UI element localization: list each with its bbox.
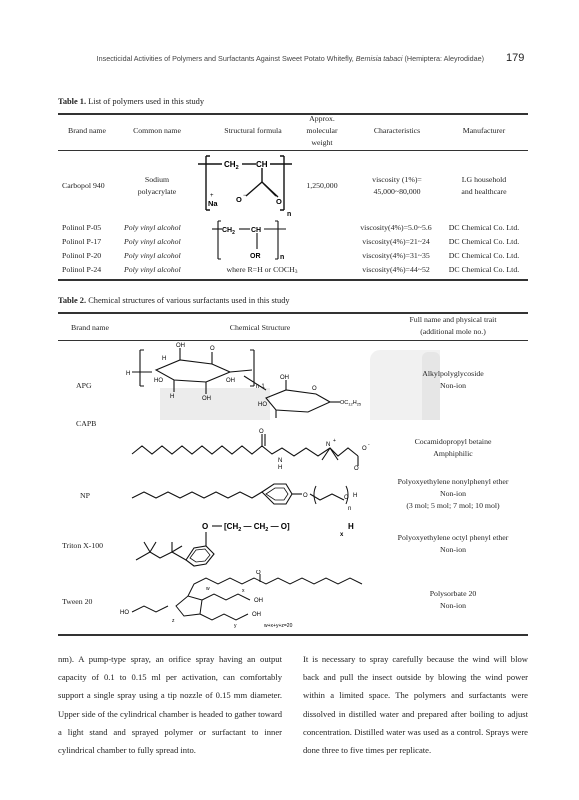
t1-row-p24-brand: Polinol P-24 [62, 265, 102, 274]
apg-ring-2 [266, 390, 330, 412]
pva-right-bracket [275, 221, 278, 259]
apg-o-ring2: O [312, 386, 317, 392]
running-title-pre: Insecticidal Activities of Polymers and Surfactants Against Sweet Potato Whitefly, [96, 54, 356, 63]
t1-row-p05-common: Poly vinyl alcohol [124, 223, 181, 232]
apg-ho-ring2: HO [258, 402, 267, 408]
apg-ho: HO [154, 378, 163, 384]
pva-or: OR [250, 253, 261, 260]
t1-header-weight-line1: Approx. [309, 114, 335, 123]
t1-row-p17-common: Poly vinyl alcohol [124, 237, 181, 246]
t1-row-carbopol-brand: Carbopol 940 [62, 181, 105, 190]
apg-oh-top: OH [176, 343, 185, 349]
carbopol-ch2: $CH_2$ [224, 160, 239, 171]
t1-pva-note-text: where R=H or COCH [226, 265, 295, 274]
t1-header-brand: Brand name [68, 126, 106, 135]
t1-header-characteristics: Characteristics [373, 126, 421, 135]
tween-w-chain [188, 578, 362, 596]
apg-ring-1 [156, 360, 230, 382]
carbopol-structure-diagram [196, 150, 296, 220]
carbopol-na: Na [208, 199, 218, 208]
t2-row-np-name: Polyoxyethylene nonylphenyl ether [397, 477, 509, 486]
carbopol-o-minus: O [236, 195, 242, 204]
t1-row-carbopol-char-line2: 45,000~80,000 [373, 187, 421, 196]
t1-header-structure: Structural formula [224, 126, 282, 135]
apg-h-top: H [162, 356, 167, 362]
tween-x-chain [202, 594, 250, 600]
tween-x: x [242, 588, 245, 594]
carbopol-bond-co2-double [264, 184, 278, 197]
t1-row-carbopol-common [122, 174, 192, 198]
triton-benzene-inner [190, 549, 210, 562]
carbopol-o-double: O [276, 197, 282, 206]
triton-formula: [$CH_2$ — $CH_2$ — O] [224, 522, 290, 533]
t2-row-np-extra: (3 mol; 5 mol; 7 mol; 10 mol) [406, 501, 500, 510]
t1-row-carbopol-common-line2: polyacrylate [137, 187, 177, 196]
np-structure-diagram [126, 470, 386, 518]
triton-structure-diagram [126, 512, 376, 572]
t1-row-p05-char: viscosity(4%)=5.0~5.6 [360, 223, 432, 232]
t1-row-carbopol-mfr-line1: LG household [461, 175, 507, 184]
pva-structure-diagram [212, 219, 292, 265]
body-left-paragraph: nm). A pump-type spray, an orifice spray having an output capacity of 0.1 to 0.15 ml per activation, can comfortably support a single spray using a tip nozzle of 0.15 mm diameter. Upper side of the cylindrical chamber is headed to gather toward a light stand and sprayed polymer or surfactant to inner cylindrical chamber to fully spread into. [58, 654, 282, 756]
t1-row-p20-mfr: DC Chemical Co. Ltd. [448, 251, 520, 260]
capb-o-bottom: O [354, 466, 359, 470]
np-h: H [353, 493, 358, 499]
body-left-column [58, 650, 282, 759]
apg-h-bottom: H [170, 394, 175, 400]
t2-row-apg-name: Alkylpolyglycoside [422, 369, 484, 378]
tween-ho: HO [120, 610, 129, 616]
t2-row-triton-trait: Non-ion [440, 545, 466, 554]
capb-chain [132, 446, 358, 456]
triton-h: H [348, 522, 354, 531]
np-o2: O [344, 495, 349, 501]
np-eo [310, 494, 344, 500]
t1-row-carbopol-mfr-line2: and healthcare [461, 187, 507, 196]
table2-caption-label: Table 2. [58, 296, 87, 305]
table1-bottom-rule [58, 279, 528, 281]
apg-tail-label: $OC_{12}H_{25}$ [340, 400, 362, 407]
t2-row-triton-brand: Triton X-100 [62, 541, 104, 550]
carbopol-minus: − [243, 193, 247, 199]
tween-structure-diagram [118, 570, 378, 632]
triton-benzene [186, 546, 214, 566]
apg-oh-bottom: OH [202, 396, 211, 402]
capb-n-plus: N [326, 442, 331, 448]
t2-row-apg-desc [378, 368, 528, 392]
apg-structure-diagram [126, 340, 366, 420]
np-bracket-left [314, 486, 316, 504]
body-right-column [303, 650, 528, 759]
capb-methyl1 [322, 448, 330, 460]
t1-row-p17-brand: Polinol P-17 [62, 237, 102, 246]
t1-row-p05-brand: Polinol P-05 [62, 223, 102, 232]
t2-header-brand: Brand name [71, 323, 109, 332]
t1-row-carbopol-char [352, 174, 442, 198]
capb-nh-h: H [278, 465, 283, 470]
t2-row-triton-name: Polyoxyethylene octyl phenyl ether [397, 533, 509, 542]
apg-oh-ring2: OH [280, 375, 289, 381]
t2-header-full [378, 314, 528, 338]
t1-row-p20-common: Poly vinyl alcohol [124, 251, 181, 260]
t2-header-full-line1: Full name and physical trait [409, 315, 497, 324]
t1-row-p24-common: Poly vinyl alcohol [124, 265, 181, 274]
pva-ch: CH [251, 227, 262, 234]
running-title [94, 54, 484, 63]
carbopol-plus: + [210, 193, 214, 199]
running-title-post: (Hemiptera: Aleyrodidae) [402, 54, 484, 63]
tween-z: z [172, 618, 175, 624]
pva-ch2: $CH_2$ [222, 227, 235, 236]
t1-header-weight-line2: molecular [306, 126, 338, 135]
apg-left-bracket [140, 350, 144, 386]
table2-caption [58, 296, 290, 305]
carbopol-bond-co [246, 182, 262, 196]
t2-header-full-line2: (additional mole no.) [420, 327, 486, 336]
tween-y-chain [200, 614, 248, 620]
t2-row-triton-desc [378, 532, 528, 556]
t2-row-apg-brand: APG [76, 381, 92, 390]
np-o: O [303, 493, 308, 499]
capb-nh-n: N [278, 458, 283, 464]
apg-h-left: H [126, 371, 131, 377]
triton-branch1 [144, 542, 150, 552]
table2-caption-text: Chemical structures of various surfactants used in this study [86, 296, 290, 305]
capb-plus-sign: + [333, 438, 336, 444]
triton-octyl-chain [136, 552, 186, 560]
np-n: n [348, 506, 352, 512]
t1-header-common: Common name [133, 126, 181, 135]
apg-o-top: O [210, 346, 215, 352]
t1-row-p20-brand: Polinol P-20 [62, 251, 102, 260]
t2-row-tween-name: Polysorbate 20 [429, 589, 477, 598]
t2-row-capb-desc [378, 436, 528, 460]
t2-row-capb-brand: CAPB [76, 419, 97, 428]
t2-row-apg-trait: Non-ion [440, 381, 466, 390]
capb-methyl2 [330, 448, 338, 460]
t1-header-manufacturer: Manufacturer [462, 126, 506, 135]
t1-header-weight [292, 113, 352, 149]
triton-branch2 [150, 542, 156, 552]
t1-row-p17-char: viscosity(4%)=21~24 [362, 237, 430, 246]
t2-row-tween-trait: Non-ion [440, 601, 466, 610]
triton-x: x [340, 532, 344, 538]
triton-o: O [202, 522, 209, 531]
capb-o-minus: O [362, 446, 367, 452]
tween-w: w [206, 586, 210, 592]
table1-caption-label: Table 1. [58, 97, 87, 106]
t1-row-carbopol-char-line1: viscosity (1%)= [372, 175, 422, 184]
t1-pva-note-sub: 3 [294, 269, 298, 275]
t1-row-p24-char: viscosity(4%)=44~52 [362, 265, 430, 274]
carbopol-n: n [287, 211, 292, 218]
t1-row-p24-mfr: DC Chemical Co. Ltd. [448, 265, 520, 274]
np-benzene-inner [266, 488, 288, 500]
t1-row-carbopol-weight: 1,250,000 [306, 181, 338, 190]
t2-row-np-trait: Non-ion [440, 489, 466, 498]
table2-bottom-rule [58, 634, 528, 636]
capb-structure-diagram [126, 426, 376, 470]
apg-oh-right: OH [226, 378, 235, 384]
t2-row-np-desc [378, 476, 528, 512]
t2-row-capb-name: Cocamidopropyl betaine [414, 437, 492, 446]
body-right-paragraph: It is necessary to spray carefully because the wind will blow back and pull the insect outside by blowing the wind power within a limited space. The polymers and surfactants were dissolved in distilled water and prepared after boiling to adjust concentration. Distilled water was used as a control. Sprays were done three to five times per replicate. [303, 654, 528, 756]
tween-ring [176, 596, 202, 616]
tween-oh-x: OH [254, 598, 263, 604]
t1-row-p17-mfr: DC Chemical Co. Ltd. [448, 237, 520, 246]
t1-row-carbopol-mfr [440, 174, 528, 198]
carbopol-ch: CH [256, 160, 268, 169]
pva-n: n [280, 254, 285, 261]
table1-caption-text: List of polymers used in this study [86, 97, 205, 106]
t2-row-np-brand: NP [80, 491, 90, 500]
t2-row-tween-desc [378, 588, 528, 612]
tween-sum: w+x+y+z=20 [264, 623, 293, 629]
t1-row-p20-char: viscosity(4%)=31~35 [362, 251, 430, 260]
np-chain [132, 492, 262, 498]
t2-row-tween-brand: Tween 20 [62, 597, 93, 606]
tween-o-ester: O [256, 570, 261, 576]
triton-branch4 [172, 546, 182, 552]
tween-z-chain [132, 606, 168, 612]
apg-n1: n-1 [256, 384, 265, 390]
capb-minus-sign: - [368, 442, 370, 448]
t2-row-capb-trait: Amphiphilic [433, 449, 473, 458]
t2-header-structure: Chemical Structure [229, 323, 291, 332]
page-number: 179 [506, 52, 525, 64]
running-title-species: Bemisia tabaci [355, 54, 403, 63]
pva-left-bracket [218, 221, 221, 259]
tween-oh-y: OH [252, 612, 261, 618]
t1-header-weight-line3: weight [311, 138, 333, 147]
tween-y: y [234, 623, 237, 629]
t1-pva-note [210, 264, 314, 278]
t1-row-p05-mfr: DC Chemical Co. Ltd. [448, 223, 520, 232]
table1-caption [58, 97, 204, 106]
capb-o-carbonyl: O [259, 429, 264, 435]
apg-bond-o [230, 370, 252, 372]
t1-row-carbopol-common-line1: Sodium [144, 175, 170, 184]
